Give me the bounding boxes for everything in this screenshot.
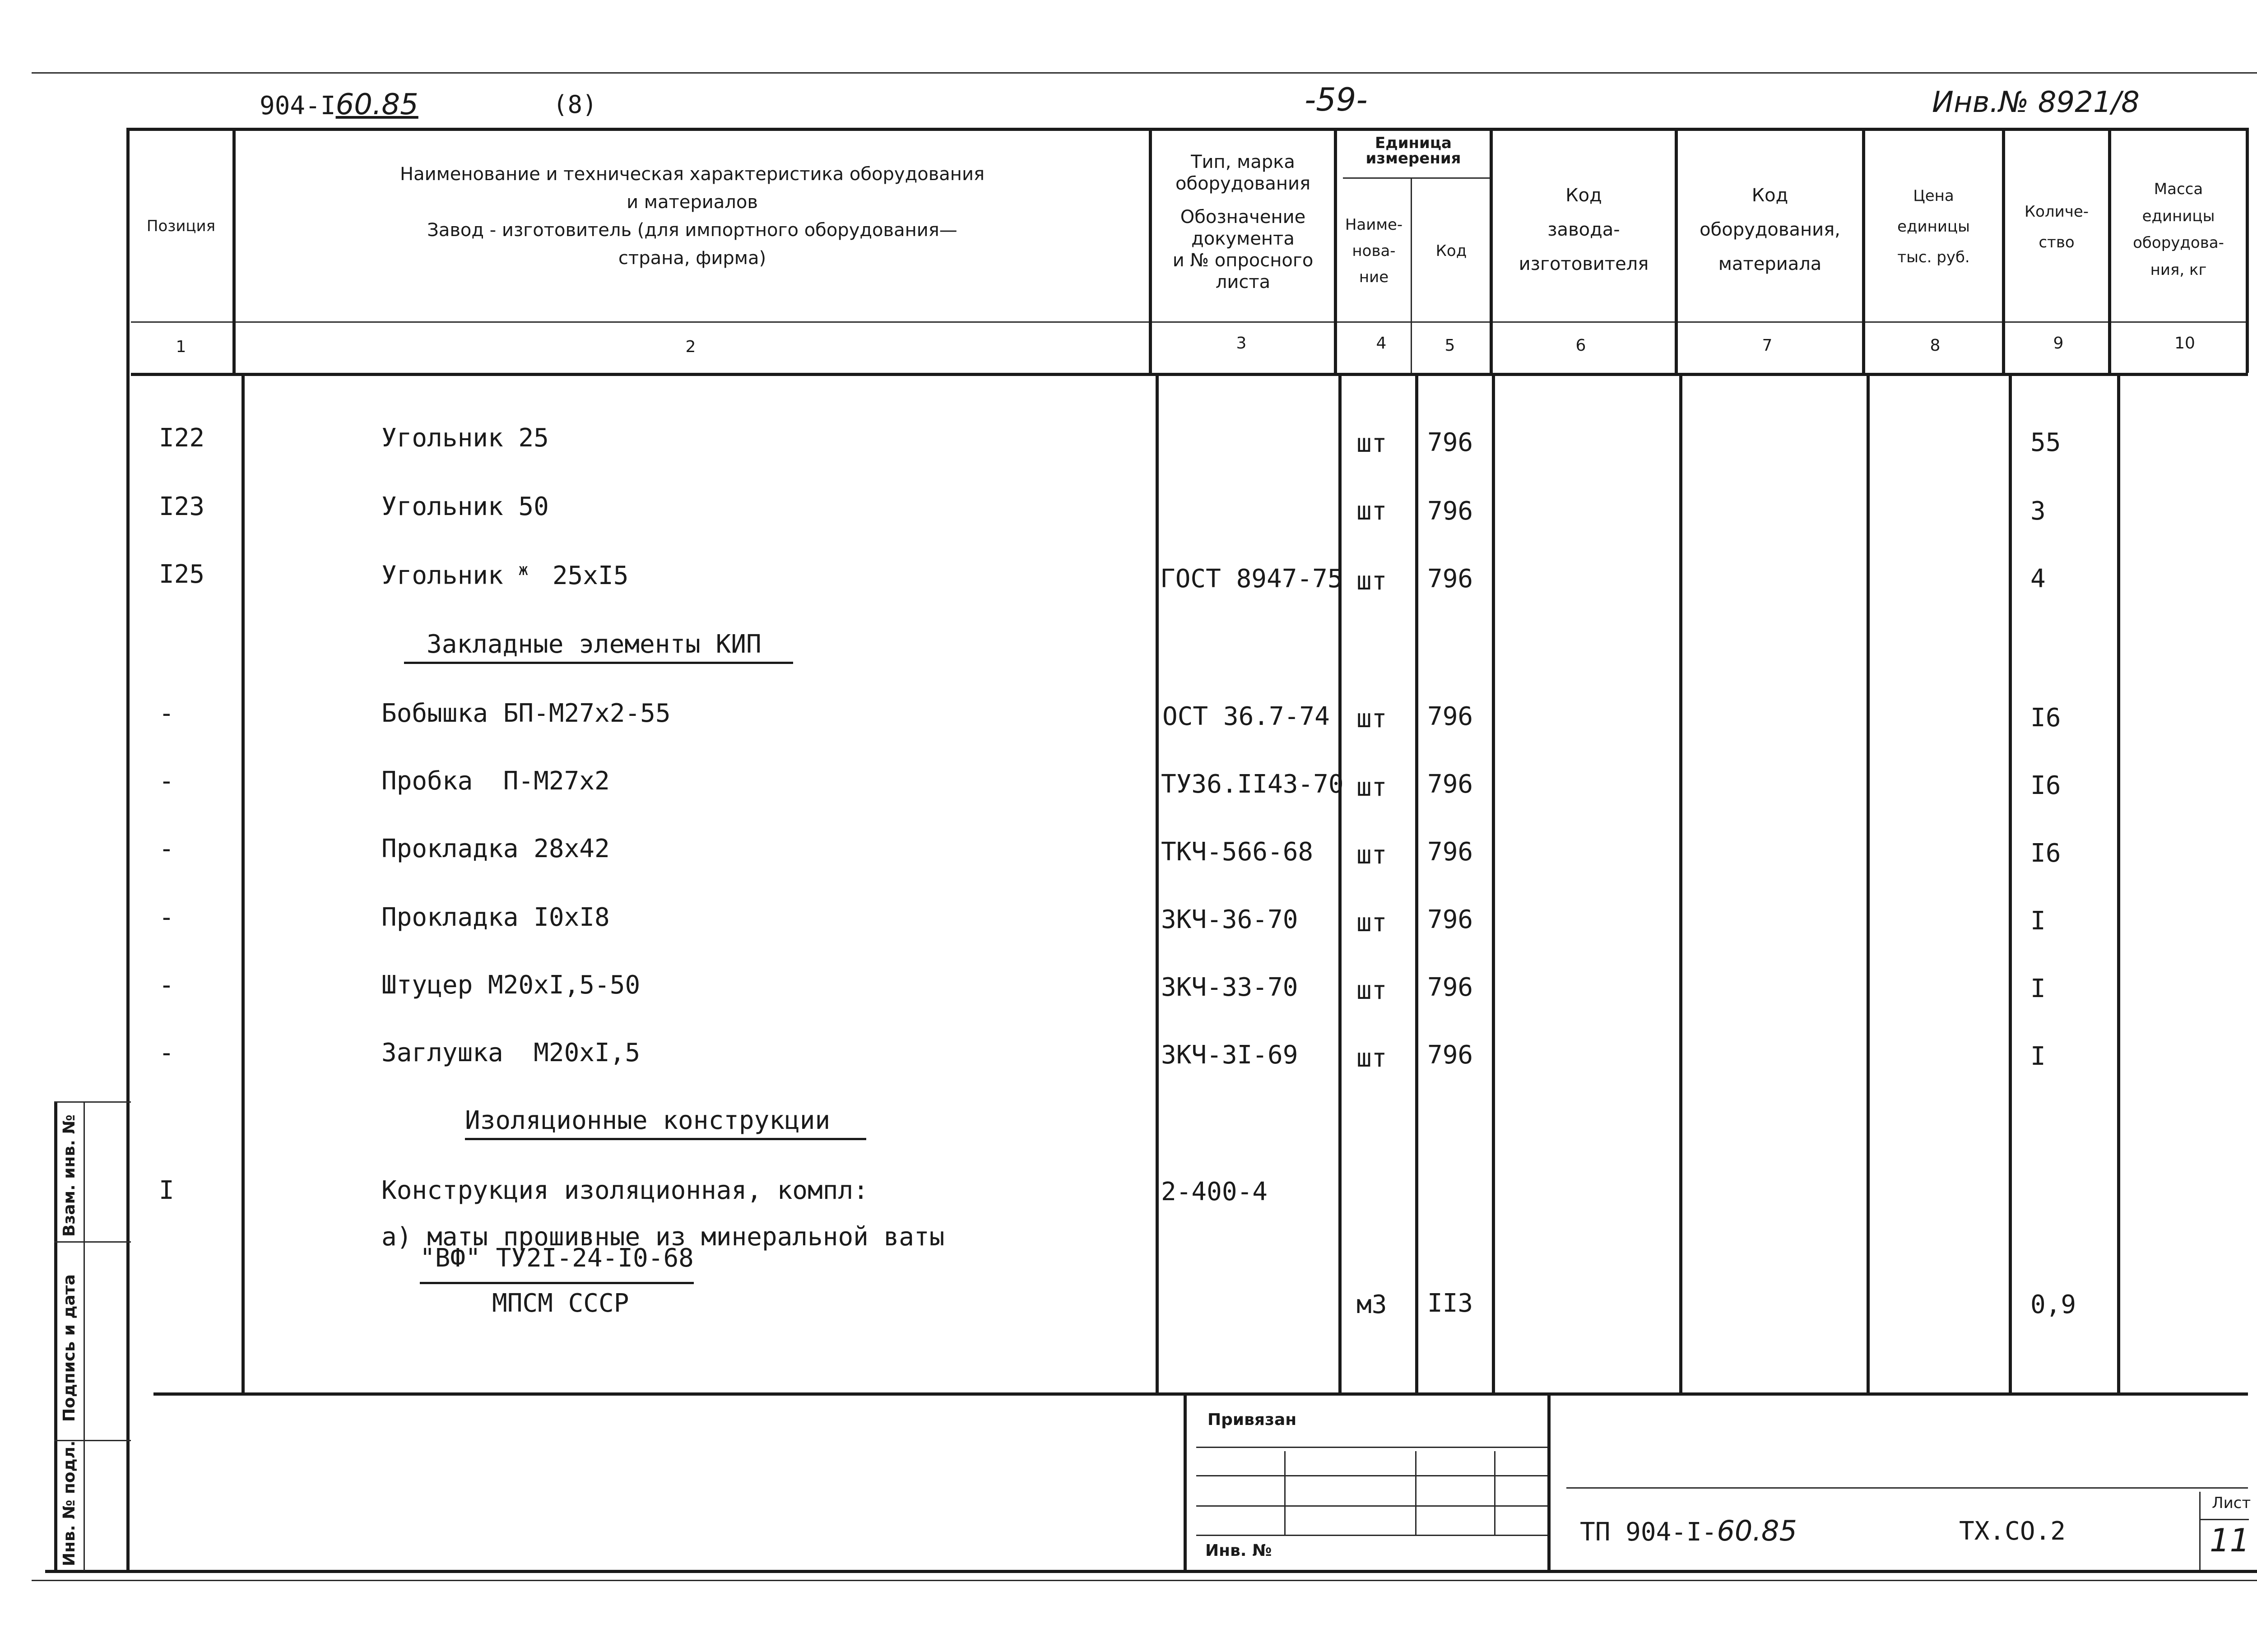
row-name: Штуцер М20хI,5-50 bbox=[381, 970, 641, 1000]
title-block-doc-prefix: ТП 904-I- bbox=[1580, 1517, 1717, 1547]
title-block-doc bbox=[1580, 1514, 1797, 1547]
header-sub-line bbox=[1343, 177, 1492, 179]
column-number: 8 bbox=[1930, 336, 1941, 355]
header-col-line bbox=[1149, 128, 1152, 373]
body-col-line bbox=[1156, 373, 1159, 1394]
frame-left bbox=[126, 128, 130, 1571]
header-name-line: страна, фирма) bbox=[618, 248, 766, 269]
row-name-tail: 25xI5 bbox=[552, 561, 629, 590]
row-code: 796 bbox=[1427, 905, 1473, 934]
sheet-box-left bbox=[2199, 1492, 2201, 1570]
stamp-grid-line bbox=[1196, 1535, 1547, 1536]
header-unit-line: Единица bbox=[1375, 134, 1452, 152]
title-block-doc-handwritten: 60.85 bbox=[1717, 1514, 1797, 1547]
row-position: - bbox=[159, 834, 174, 863]
row-unit: м3 bbox=[1356, 1290, 1387, 1319]
frame-bottom bbox=[45, 1570, 2257, 1573]
inventory-number: Инв.№ 8921/8 bbox=[1932, 86, 2140, 119]
header-equipment-code-line: Код bbox=[1751, 185, 1788, 206]
side-stamp-divider bbox=[84, 1101, 85, 1571]
header-equipment-code-line: материала bbox=[1718, 254, 1822, 274]
header-quantity-line: ство bbox=[2039, 233, 2075, 251]
row-code: 796 bbox=[1427, 973, 1473, 1002]
row-document: ЗКЧ-33-70 bbox=[1161, 973, 1298, 1002]
row-code: 796 bbox=[1427, 428, 1473, 457]
row-unit: шт bbox=[1356, 429, 1387, 458]
header-equipment-code-line: оборудования, bbox=[1700, 219, 1840, 240]
header-quantity-line: Количе- bbox=[2024, 203, 2089, 221]
header-mass bbox=[2111, 176, 2246, 283]
row-name: Прокладка I0xI8 bbox=[381, 903, 610, 932]
row-quantity: I6 bbox=[2030, 703, 2061, 733]
header-mass-line: единицы bbox=[2142, 207, 2215, 225]
stamp-grid-line bbox=[1284, 1451, 1286, 1535]
row-document: ОСТ 36.7-74 bbox=[1162, 702, 1330, 731]
row-quantity: I bbox=[2030, 906, 2046, 936]
header-col-line bbox=[1334, 128, 1337, 373]
header-name-line: Наименование и техническая характеристика оборудования bbox=[400, 164, 985, 185]
header-price-line: тыс. руб. bbox=[1897, 248, 1970, 266]
row-position: - bbox=[159, 699, 174, 728]
doc-number: 904-I60.85 bbox=[260, 88, 418, 121]
row-code: 796 bbox=[1427, 497, 1473, 526]
title-block-code: ТХ.СО.2 bbox=[1959, 1517, 2066, 1546]
frame-right bbox=[2246, 128, 2249, 373]
row-unit: шт bbox=[1356, 704, 1387, 733]
header-line-1 bbox=[131, 321, 2248, 323]
row-unit: шт bbox=[1356, 773, 1387, 802]
body-col-line bbox=[2009, 373, 2012, 1394]
row-position: I25 bbox=[159, 560, 205, 589]
side-stamp-replace-inv: Взам. инв. № bbox=[60, 1114, 79, 1237]
side-stamp-left bbox=[54, 1101, 57, 1571]
header-type-line: Тип, марка bbox=[1191, 152, 1295, 172]
row-code: 796 bbox=[1427, 837, 1473, 867]
bottom-border-line bbox=[32, 1580, 2257, 1581]
row-name: Пробка П-М27х2 bbox=[381, 766, 610, 796]
column-number: 6 bbox=[1575, 336, 1586, 355]
page-number: -59- bbox=[1305, 81, 1368, 118]
row-quantity: 4 bbox=[2030, 564, 2046, 594]
header-col-line bbox=[1675, 128, 1678, 373]
stamp-inv-no: Инв. № bbox=[1205, 1541, 1272, 1560]
row-document: ТКЧ-566-68 bbox=[1161, 837, 1314, 867]
body-col-line bbox=[1679, 373, 1682, 1394]
stamp-grid-line bbox=[1494, 1451, 1495, 1535]
header-price-line: единицы bbox=[1897, 218, 1970, 236]
doc-number-handwritten: 60.85 bbox=[335, 88, 418, 121]
header-mass-line: Масса bbox=[2154, 180, 2203, 198]
row-document: ГОСТ 8947-75 bbox=[1160, 564, 1343, 594]
frame-top bbox=[126, 128, 2248, 131]
header-unit bbox=[1337, 135, 1490, 166]
row-name bbox=[381, 561, 628, 590]
row-unit: шт bbox=[1356, 1044, 1387, 1073]
column-number: 7 bbox=[1762, 336, 1773, 355]
header-plant-code bbox=[1493, 178, 1675, 281]
header-col-line bbox=[2108, 128, 2111, 373]
part-number: (8) bbox=[553, 90, 597, 119]
header-price bbox=[1865, 181, 2002, 273]
header-quantity bbox=[2005, 196, 2108, 258]
stamp-privyazan: Привязан bbox=[1207, 1411, 1297, 1429]
title-block-line bbox=[1566, 1487, 2248, 1489]
stamp-box-right bbox=[1547, 1392, 1551, 1570]
row-quantity: 0,9 bbox=[2030, 1290, 2076, 1319]
row-name: Заглушка М20хI,5 bbox=[381, 1038, 641, 1067]
header-plant-code-line: завода- bbox=[1547, 219, 1620, 240]
side-stamp-orig-inv: Инв. № подл. bbox=[60, 1440, 79, 1566]
section-heading: Изоляционные конструкции bbox=[465, 1106, 866, 1140]
body-col-line bbox=[241, 373, 245, 1394]
sheet-number: 11 bbox=[2210, 1522, 2250, 1559]
header-unit-name bbox=[1337, 212, 1411, 290]
row-name: Конструкция изоляционная, компл: bbox=[381, 1176, 868, 1205]
header-type-line: оборудования bbox=[1175, 173, 1311, 194]
section-heading: Закладные элементы КИП bbox=[404, 630, 793, 664]
row-unit: шт bbox=[1356, 497, 1387, 526]
header-price-line: Цена bbox=[1913, 187, 1954, 205]
header-name bbox=[236, 160, 1149, 272]
header-col-line bbox=[1862, 128, 1865, 373]
header-unit-name-line: Наиме- bbox=[1345, 216, 1403, 234]
row-unit: шт bbox=[1356, 566, 1387, 596]
side-stamp-line bbox=[54, 1101, 131, 1103]
body-col-line bbox=[1338, 373, 1342, 1394]
column-number: 2 bbox=[685, 338, 696, 356]
column-number: 5 bbox=[1444, 336, 1455, 355]
row-document: ЗКЧ-3I-69 bbox=[1161, 1040, 1298, 1070]
row-quantity: I6 bbox=[2030, 771, 2061, 800]
top-border-line bbox=[32, 72, 2257, 74]
sheet-label: Лист bbox=[2212, 1494, 2251, 1512]
body-col-line bbox=[1415, 373, 1418, 1394]
column-number: 3 bbox=[1236, 334, 1247, 353]
header-unit-name-line: ние bbox=[1359, 268, 1389, 286]
row-name-line: а) маты прошивные из минеральной ваты bbox=[381, 1222, 945, 1252]
row-name-line: МПСМ СССР bbox=[492, 1289, 629, 1318]
row-position: I bbox=[159, 1176, 174, 1205]
header-type-line: и № опросного bbox=[1172, 250, 1314, 271]
body-col-line bbox=[1492, 373, 1495, 1394]
header-col-line bbox=[232, 128, 236, 373]
header-type-line: листа bbox=[1215, 272, 1271, 292]
row-code: 796 bbox=[1427, 564, 1473, 594]
row-position: - bbox=[159, 903, 174, 932]
header-col-line bbox=[2002, 128, 2005, 373]
row-document: ТУ36.II43-70 bbox=[1161, 770, 1344, 799]
header-name-line: Завод - изготовитель (для импортного оборудования— bbox=[427, 220, 957, 241]
row-name: Бобышка БП-М27х2-55 bbox=[381, 699, 671, 728]
row-code: II3 bbox=[1427, 1289, 1473, 1318]
row-code: 796 bbox=[1427, 702, 1473, 731]
stamp-grid-line bbox=[1196, 1447, 1547, 1448]
column-number: 1 bbox=[176, 338, 186, 356]
side-stamp-signature-date: Подпись и дата bbox=[60, 1274, 79, 1422]
header-position: Позиция bbox=[146, 217, 216, 235]
sheet-box-line bbox=[2199, 1519, 2249, 1520]
row-position: - bbox=[159, 1038, 174, 1067]
header-plant-code-line: изготовителя bbox=[1519, 254, 1649, 274]
row-code: 796 bbox=[1427, 1040, 1473, 1070]
row-code: 796 bbox=[1427, 770, 1473, 799]
row-quantity: 3 bbox=[2030, 497, 2046, 526]
header-line-2 bbox=[131, 373, 2248, 376]
header-type-line: документа bbox=[1191, 228, 1295, 249]
row-name-superscript: ж bbox=[518, 561, 529, 579]
row-document: 2-400-4 bbox=[1161, 1177, 1268, 1207]
row-name: Угольник 50 bbox=[381, 492, 549, 521]
header-unit-line: измерения bbox=[1365, 149, 1461, 167]
header-mass-line: оборудова- bbox=[2133, 234, 2224, 252]
row-unit: шт bbox=[1356, 840, 1387, 870]
header-type-line: Обозначение bbox=[1180, 207, 1306, 227]
row-position: - bbox=[159, 970, 174, 1000]
header-plant-code-line: Код bbox=[1565, 185, 1602, 206]
column-number: 9 bbox=[2053, 334, 2064, 353]
row-unit: шт bbox=[1356, 976, 1387, 1005]
row-name-text: Угольник bbox=[381, 561, 503, 590]
stamp-box-left bbox=[1184, 1392, 1187, 1570]
header-name-line: и материалов bbox=[627, 192, 758, 213]
header-unit-name-line: нова- bbox=[1352, 241, 1396, 260]
stamp-grid-line bbox=[1415, 1451, 1416, 1535]
column-number: 10 bbox=[2174, 334, 2195, 353]
row-position: - bbox=[159, 766, 174, 796]
row-name: Прокладка 28х42 bbox=[381, 834, 610, 863]
header-col-line bbox=[1411, 177, 1412, 373]
stamp-top-line bbox=[153, 1392, 2248, 1396]
header-mass-line: ния, кг bbox=[2150, 260, 2207, 279]
header-equipment-code bbox=[1678, 178, 1862, 281]
row-quantity: I bbox=[2030, 974, 2046, 1003]
row-unit: шт bbox=[1356, 908, 1387, 937]
header-col-line bbox=[1490, 128, 1493, 373]
side-stamp-line bbox=[54, 1241, 131, 1243]
row-quantity: 55 bbox=[2030, 428, 2061, 457]
body-col-line bbox=[1867, 373, 1870, 1394]
column-number: 4 bbox=[1376, 334, 1387, 353]
row-position: I22 bbox=[159, 423, 205, 453]
row-document: ЗКЧ-36-70 bbox=[1161, 905, 1298, 934]
body-col-line bbox=[2117, 373, 2120, 1394]
header-unit-code: Код bbox=[1435, 242, 1467, 260]
row-name: Угольник 25 bbox=[381, 423, 549, 453]
header-type bbox=[1152, 151, 1334, 293]
row-position: I23 bbox=[159, 492, 205, 521]
row-quantity: I bbox=[2030, 1042, 2046, 1071]
row-quantity: I6 bbox=[2030, 839, 2061, 868]
row-name-line: "ВФ" ТУ2I-24-I0-68 bbox=[420, 1244, 694, 1284]
